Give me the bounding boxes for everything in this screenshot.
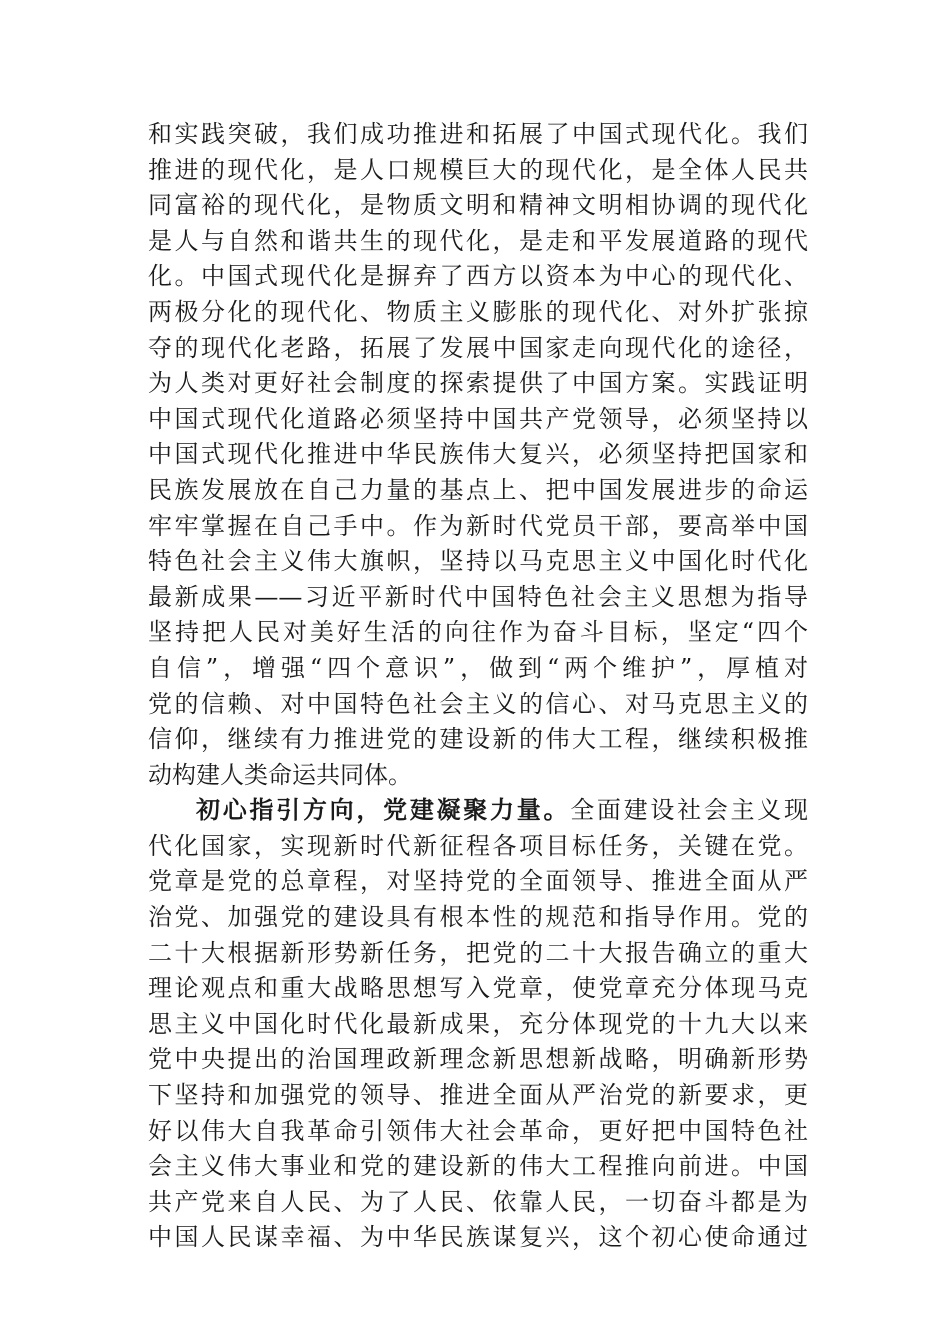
text-line: 动构建人类命运共同体。 [148, 760, 412, 789]
text-line: 中国式现代化道路必须坚持中国共产党领导，必须坚持以 [148, 404, 808, 433]
text-line: 中国人民谋幸福、为中华民族谋复兴，这个初心使命通过 [148, 1223, 808, 1252]
text-line: 坚持把人民对美好生活的向往作为奋斗目标，坚定“四个 [148, 618, 808, 647]
text-line: 党章是党的总章程，对坚持党的全面领导、推进全面从严 [148, 867, 808, 896]
document-body [148, 117, 808, 1256]
text-line: 代化国家，实现新时代新征程各项目标任务，关键在党。 [148, 831, 808, 860]
text-line: 下坚持和加强党的领导、推进全面从严治党的新要求，更 [148, 1081, 808, 1110]
text-line: 信仰，继续有力推进党的建设新的伟大工程，继续积极推 [148, 725, 808, 754]
text-line [148, 793, 808, 829]
text-line: 会主义伟大事业和党的建设新的伟大工程推向前进。中国 [148, 1152, 808, 1181]
text-line: 特色社会主义伟大旗帜，坚持以马克思主义中国化时代化 [148, 547, 808, 576]
text-line: 和实践突破，我们成功推进和拓展了中国式现代化。我们 [148, 120, 808, 148]
text-line: 好以伟大自我革命引领伟大社会革命，更好把中国特色社 [148, 1116, 808, 1145]
text-line: 夺的现代化老路，拓展了发展中国家走向现代化的途径， [148, 333, 808, 362]
paragraph-1 [148, 117, 808, 793]
text-line: 最新成果——习近平新时代中国特色社会主义思想为指导 [148, 582, 808, 611]
text-line: 中国式现代化推进中华民族伟大复兴，必须坚持把国家和 [148, 440, 808, 469]
text-line: 牢牢掌握在自己手中。作为新时代党员干部，要高举中国 [148, 511, 808, 540]
text-line: 理论观点和重大战略思想写入党章，使党章充分体现马克 [148, 974, 808, 1003]
text-line: 化。中国式现代化是摒弃了西方以资本为中心的现代化、 [148, 262, 808, 291]
text-line: 民族发展放在自己力量的基点上、把中国发展进步的命运 [148, 475, 808, 504]
text-line: 同富裕的现代化，是物质文明和精神文明相协调的现代化 [148, 191, 808, 220]
text-span: 全面建设社会主义现 [570, 796, 808, 825]
text-line: 自信”，增强“四个意识”，做到“两个维护”，厚植对 [148, 653, 808, 682]
paragraph-2 [148, 793, 808, 1256]
text-line: 为人类对更好社会制度的探索提供了中国方案。实践证明 [148, 369, 808, 398]
text-line: 是人与自然和谐共生的现代化，是走和平发展道路的现代 [148, 226, 808, 255]
text-line: 党的信赖、对中国特色社会主义的信心、对马克思主义的 [148, 689, 808, 718]
text-line: 思主义中国化时代化最新成果，充分体现党的十九大以来 [148, 1009, 808, 1038]
text-line: 党中央提出的治国理政新理念新思想新战略，明确新形势 [148, 1045, 808, 1074]
paragraph-heading: 初心指引方向，党建凝聚力量。 [196, 796, 571, 825]
text-line: 共产党来自人民、为了人民、依靠人民，一切奋斗都是为 [148, 1187, 808, 1216]
text-line: 两极分化的现代化、物质主义膨胀的现代化、对外扩张掠 [148, 297, 808, 326]
text-line: 二十大根据新形势新任务，把党的二十大报告确立的重大 [148, 938, 808, 967]
text-line: 推进的现代化，是人口规模巨大的现代化，是全体人民共 [148, 155, 808, 184]
text-line: 治党、加强党的建设具有根本性的规范和指导作用。党的 [148, 903, 808, 932]
